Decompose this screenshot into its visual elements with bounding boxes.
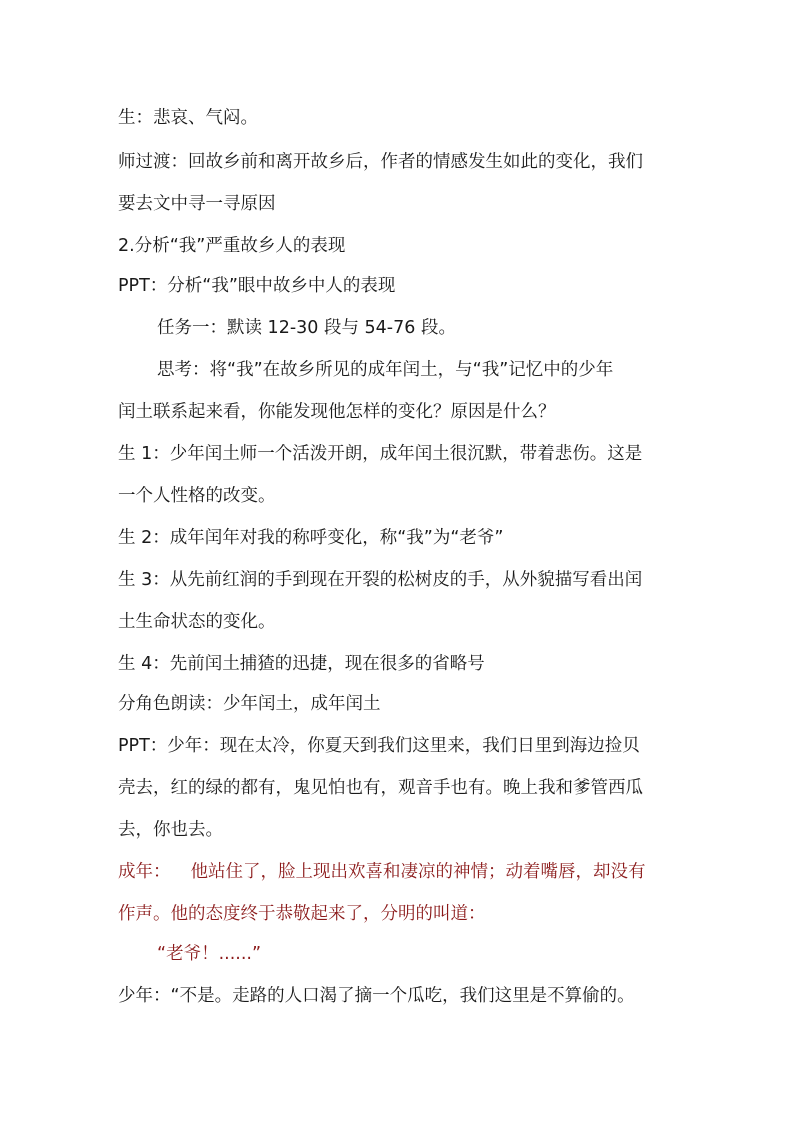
section-heading: 2.分析“我”严重故乡人的表现 <box>118 236 346 256</box>
text-line: 闰土联系起来看，你能发现他怎样的变化？原因是什么？ <box>118 402 556 422</box>
adult-label: 成年： <box>118 862 171 882</box>
adult-quote: 他站住了，脸上现出欢喜和凄凉的神情；动着嘴唇，却没有 <box>190 862 646 882</box>
question-line: 思考：将“我”在故乡所见的成年闰土，与“我”记忆中的少年 <box>157 360 614 380</box>
text-line: 去，你也去。 <box>118 820 223 840</box>
text-line: 分角色朗读：少年闰土，成年闰土 <box>118 694 381 714</box>
student-answer: 生 2：成年闰年对我的称呼变化，称“我”为“老爷” <box>118 528 504 548</box>
student-answer: 生 3：从先前红润的手到现在开裂的松树皮的手，从外貌描写看出闰 <box>118 570 643 590</box>
text-line: 作声。他的态度终于恭敬起来了，分明的叫道： <box>118 904 486 924</box>
text-line: PPT：分析“我”眼中故乡中人的表现 <box>118 276 396 296</box>
text-line: 土生命状态的变化。 <box>118 612 276 632</box>
quote-line: “老爷！......” <box>157 944 262 964</box>
text-line: 要去文中寻一寻原因 <box>118 194 276 214</box>
text-line: 少年：“不是。走路的人口渴了摘一个瓜吃，我们这里是不算偷的。 <box>118 986 635 1006</box>
task-line: 任务一：默读 12-30 段与 54-76 段。 <box>157 318 456 338</box>
text-line: 生：悲哀、气闷。 <box>118 108 258 128</box>
text-line: 师过渡：回故乡前和离开故乡后，作者的情感发生如此的变化，我们 <box>118 152 643 172</box>
student-answer: 生 1：少年闰土师一个活泼开朗，成年闰土很沉默，带着悲伤。这是 <box>118 444 643 464</box>
text-line: 壳去，红的绿的都有，鬼见怕也有，观音手也有。晚上我和爹管西瓜 <box>118 778 643 798</box>
student-answer: 生 4：先前闰土捕猹的迅捷，现在很多的省略号 <box>118 654 485 674</box>
adult-quote-line <box>118 860 646 884</box>
text-line: 一个人性格的改变。 <box>118 486 276 506</box>
ppt-quote: PPT：少年：现在太冷，你夏天到我们这里来，我们日里到海边捡贝 <box>118 736 640 756</box>
